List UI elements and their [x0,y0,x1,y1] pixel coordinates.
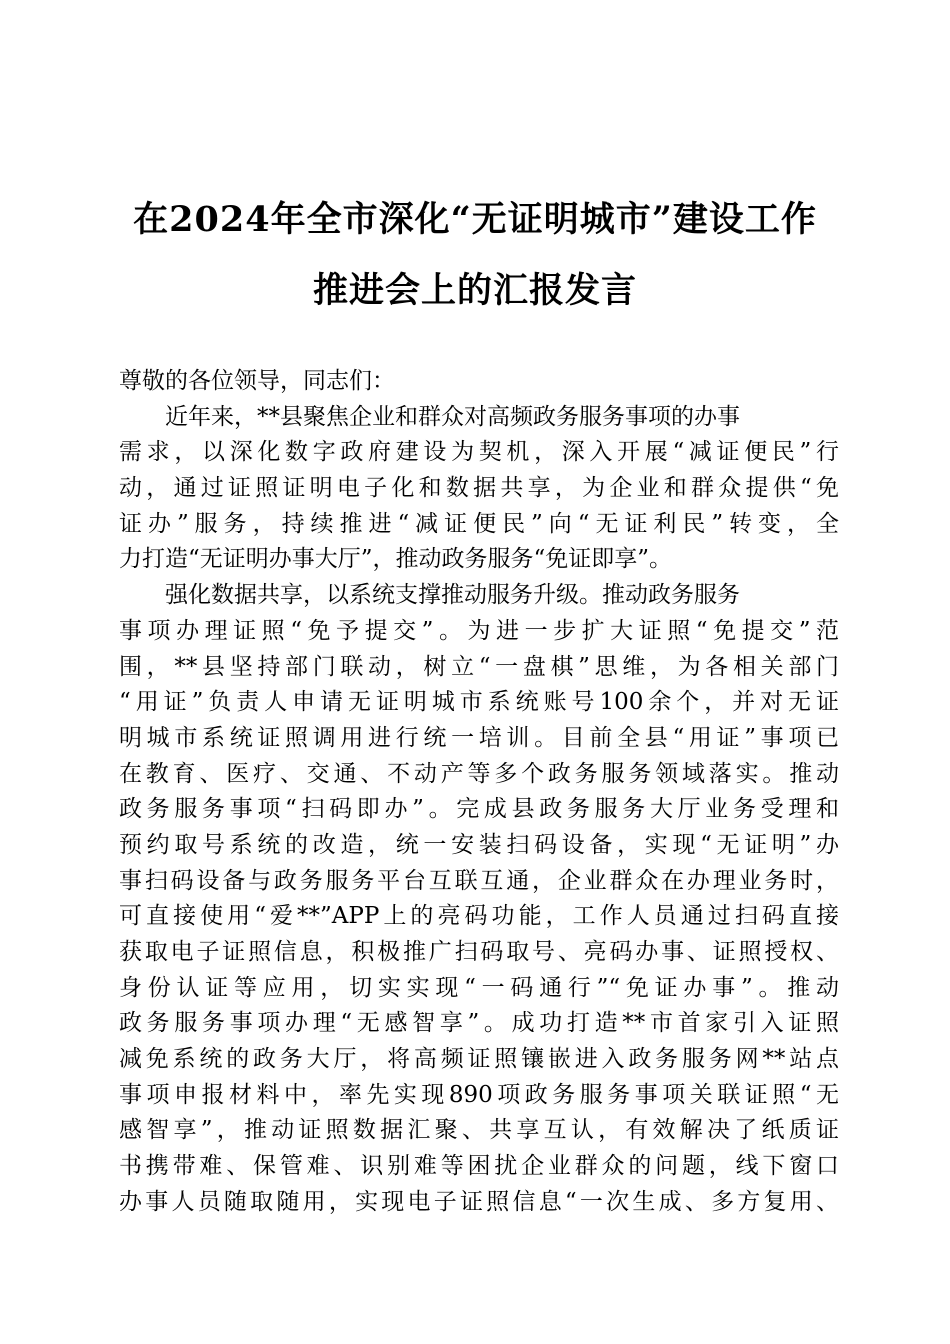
document-body [119,364,839,1221]
paragraph-line: 身份认证等应用，切实实现“一码通行”“免证办事”。推动 [119,974,839,1001]
paragraph-line: 办事人员随取随用，实现电子证照信息“一次生成、多方复用、 [119,1188,839,1215]
paragraph-line: 事扫码设备与政务服务平台互联互通，企业群众在办理业务时， [119,867,839,894]
paragraph-line: 获取电子证照信息，积极推广扫码取号、亮码办事、证照授权、 [119,939,839,965]
paragraph-line: 感智享”，推动证照数据汇聚、共享互认，有效解决了纸质证 [119,1117,839,1144]
paragraph-line: 围，**县坚持部门联动，树立“一盘棋”思维，为各相关部门 [119,653,839,680]
paragraph-line: 减免系统的政务大厅，将高频证照镶嵌进入政务服务网**站点 [119,1046,839,1073]
paragraph-line: 政务服务事项“扫码即办”。完成县政务服务大厅业务受理和 [119,796,839,823]
paragraph-line: 书携带难、保管难、识别难等困扰企业群众的问题，线下窗口 [119,1153,839,1180]
paragraph-line: 预约取号系统的改造，统一安装扫码设备，实现“无证明”办 [119,831,839,858]
paragraph-1 [119,400,839,578]
paragraph-line: 可直接使用“爱**”APP上的亮码功能，工作人员通过扫码直接 [119,903,839,930]
salutation: 尊敬的各位领导，同志们： [119,368,395,394]
paragraph-line: 事项办理证照“免予提交”。为进一步扩大证照“免提交”范 [119,617,839,644]
paragraph-line: 动，通过证照证明电子化和数据共享，为企业和群众提供“免 [119,475,839,502]
paragraph-line: 强化数据共享，以系统支撑推动服务升级。推动政务服务 [165,582,740,609]
paragraph-line: 需求，以深化数字政府建设为契机，深入开展“减证便民”行 [119,439,839,466]
paragraph-line: 在教育、医疗、交通、不动产等多个政务服务领域落实。推动 [119,760,839,787]
document-title-line-1: 在2024年全市深化“无证明城市”建设工作 [133,199,817,240]
paragraph-line: 证办”服务，持续推进“减证便民”向“无证利民”转变，全 [119,510,839,537]
paragraph-line: 近年来，**县聚焦企业和群众对高频政务服务事项的办事 [165,403,740,430]
paragraph-line: “用证”负责人申请无证明城市系统账号100余个，并对无证 [119,689,839,716]
paragraph-2 [119,578,839,1220]
paragraph-line: 明城市系统证照调用进行统一培训。目前全县“用证”事项已 [119,724,839,751]
paragraph-line: 力打造“无证明办事大厅”，推动政务服务“免证即享”。 [119,546,673,573]
paragraph-line: 政务服务事项办理“无感智享”。成功打造**市首家引入证照 [119,1010,839,1037]
document-title-line-2: 推进会上的汇报发言 [312,270,637,311]
paragraph-line: 事项申报材料中，率先实现890项政务服务事项关联证照“无 [119,1081,839,1108]
